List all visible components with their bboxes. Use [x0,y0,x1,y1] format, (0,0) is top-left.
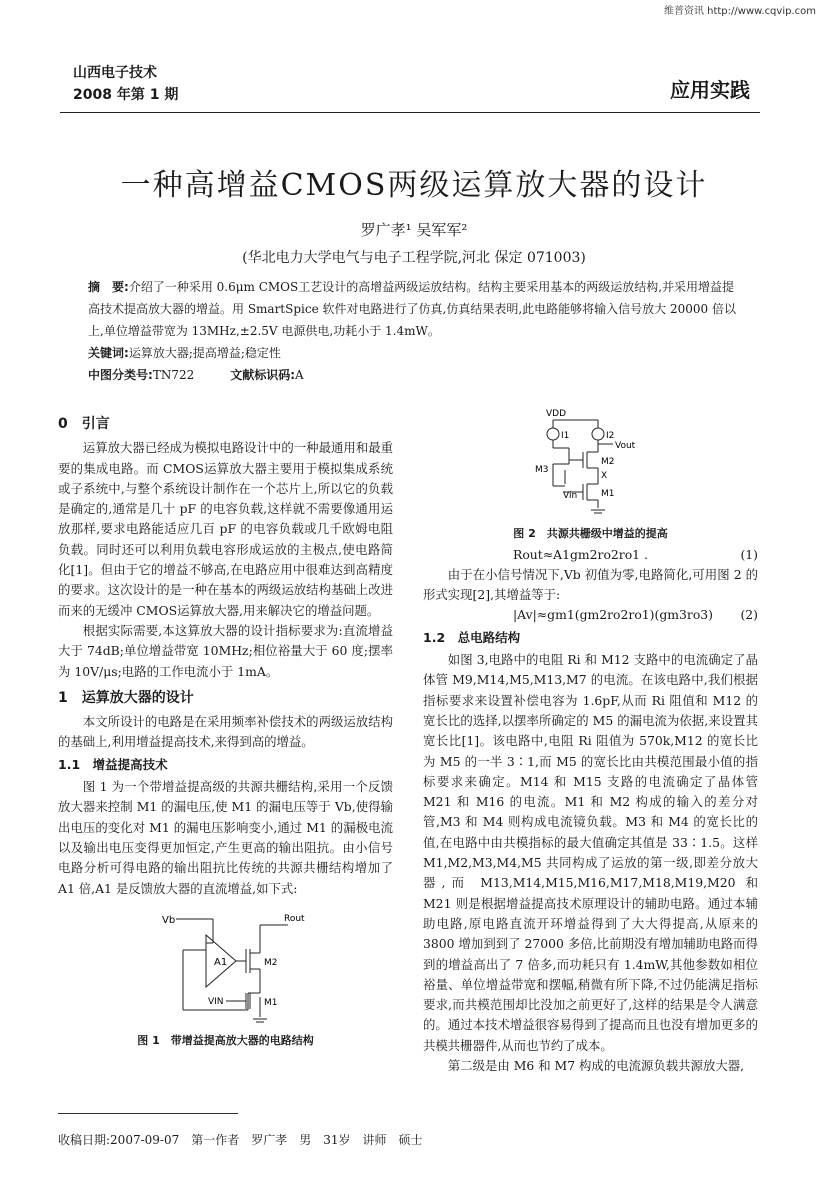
fig2-x-label: X [601,471,608,481]
right-paragraph-3: 第二级是由 M6 和 M7 构成的电流源负载共源放大器, [447,1058,745,1074]
fig2-m2-label: M2 [601,457,615,467]
section-1-paragraph-1: 本文所设计的电路是在采用频率补偿技术的两级运放结构的基础上,利用增益提高技术,来得到高的增益。 [58,714,393,750]
equation-2-body: |Av|≈gm1(gm2ro2ro1)(gm3ro3) [513,607,714,623]
paper-authors: 罗广孝¹ 吴军军² [360,221,468,239]
journal-issue: 2008 年第 1 期 [73,87,179,103]
equation-1-number: (1) [740,546,758,562]
abstract-text: 介绍了一种采用 0.6μm CMOS工艺设计的高增益两级运放结构。结构主要采用基本的两级运放结构,并采用增益提高技术提高放大器的增益。用 SmartSpice 软件对电路进行了仿真,仿真结果表明,此电路能够将输入信号放大 20000 倍以上,单位增益带宽为 13MHz,±2.5V 电源供电,功耗小于 1.4mW。 [88,280,736,338]
section-tag: 应用实践 [670,78,750,102]
left-column [58,408,393,1051]
equation-2 [423,605,758,625]
journal-name: 山西电子技术 [73,65,157,81]
fig1-m1-label: M1 [264,997,278,1008]
fig1-vin-label: VIN [208,996,224,1007]
fig2-vout-label: Vout [615,441,636,451]
keywords-text: 运算放大器;提高增益;稳定性 [128,346,281,360]
fig2-m3-label: M3 [535,465,549,475]
abstract-block [88,276,738,386]
figure-2-caption: 图 2 共源共栅级中增益的提高 [513,527,668,541]
section-0-paragraph-2: 根据实际需要,本这算放大器的设计指标要求为:直流增益大于 74dB;单位增益带宽 10MHz;相位裕量大于 60 度;摆率为 10V/μs;电路的工作电流小于 1mA。 [58,622,393,679]
section-0-heading: 0 引言 [58,416,110,432]
fig1-a1-label: A1 [214,956,228,968]
equation-1-body: Rout≈A1gm2ro2ro1 . [513,546,648,562]
equation-1 [423,545,758,565]
figure-1-caption: 图 1 带增益提高放大器的电路结构 [137,1034,314,1048]
keywords [88,342,738,364]
classification [88,364,738,386]
fig2-m1-label: M1 [601,489,615,499]
fig2-i2-label: I2 [606,431,615,441]
fig1-vb-label: Vb [162,914,176,926]
figure-2-diagram [423,408,758,518]
section-1-1-heading: 1.1 增益提高技术 [58,756,168,772]
figure-1 [58,905,393,1052]
paper-affiliation: (华北电力大学电气与电子工程学院,河北 保定 071003) [242,250,586,266]
equation-2-number: (2) [740,607,758,623]
class-value: TN722 [152,368,195,382]
header-rule [60,112,760,113]
figure-2 [423,408,758,545]
keywords-label: 关键词: [88,346,129,360]
right-column [423,408,758,1076]
footnote-rule [58,1113,238,1114]
right-paragraph-2: 如图 3,电路中的电阻 Ri 和 M12 支路中的电流确定了晶体管 M9,M14,M5,M13,M7 的电流。在该电路中,我们根据指标要求来设置补偿电容为 1.6pF,从而 Ri 阻值和 M12 的宽长比的选择,以摆率所确定的 M5 的漏电流为依据,来设置其宽长比[1]。该电路中,电阻 Ri 阻值为 570k,M12 的宽长比为 M5 的一半 3∶1,而 M5 的宽长比由共模范围最小值的指标要求来确定。M14 和 M15 支路的电流确定了晶体管 M21 和 M16 的电流。M1 和 M2 构成的输入的差分对管,M3 和 M4 则构成电流镜负载。M3 和 M4 的宽长比的值,在电路中由共模指标的最大值确定其值是 33∶1.5。这样 M1,M2,M3,M4,M5 共同构成了运放的第一级,即差分放大器,而 M13,M14,M15,M16,M17,M18,M19,M20 和 M21 则是根据增益提高技术原理设计的辅助电路。通过本辅助电路,原电路直流开环增益得到了大大得提高,从原来的 3800 增加到到了 27000 多倍,比前期没有增加辅助电路而得到的增益高出了 7 倍多,而功耗只有 1.4mW,其他参数如相位裕量、单位增益带宽和摆幅,稍微有所下降,不过仍能满足指标要求,而共模范围却比没加之前更好了,这样的结果是令人满意的。通过本技术增益很容易得到了提高而且也没有增加更多的共模共栅器件,从而也节约了成本。 [423,652,758,1053]
paper-title: 一种高增益CMOS两级运算放大器的设计 [120,168,708,203]
figure-1-diagram [58,905,393,1025]
right-paragraph-1: 由于在小信号情况下,Vb 初值为零,电路简化,可用图 2 的形式实现[2],其增益等于: [423,566,758,603]
fig2-vin-label: Vin [563,491,578,501]
abstract-label: 摘 要: [88,280,129,294]
section-0-paragraph-1: 运算放大器已经成为模拟电路设计中的一种最通用和最重要的集成电路。而 CMOS运算放大器主要用于模拟集成系统或子系统中,与整个系统设计制作在一个芯片上,所以它的负载是确定的,通常是几十 pF 的电容负载,这样就不需要像通用运放那样,要求电路能适应几百 pF 的电容负载或几千欧姆电阻负载。同时还可以利用负载电容形成运放的主极点,使电路简化[1]。但由于它的增益不够高,在电路应用中很难达到高精度的要求。这次设计的是一种在基本的两级运放结构基础上改进而来的无缓冲 CMOS运算放大器,用来解决它的增益问题。 [58,440,393,618]
section-1-2-heading: 1.2 总电路结构 [423,629,521,645]
footnote: 收稿日期:2007-09-07 第一作者 罗广孝 男 31岁 讲师 硕士 [58,1133,423,1147]
section-1-heading: 1 运算放大器的设计 [58,689,194,706]
doc-label: 文献标识码: [230,368,296,382]
fig1-m2-label: M2 [264,957,278,968]
journal-header [73,62,178,106]
fig2-i1-label: I1 [561,431,570,441]
fig2-vdd-label: VDD [546,409,567,419]
watermark: 维普资讯 http://www.cqvip.com [663,6,816,17]
class-label: 中图分类号: [88,368,153,382]
section-1-1-paragraph-1: 图 1 为一个带增益提高级的共源共栅结构,采用一个反馈放大器来控制 M1 的漏电压,使 M1 的漏电压等于 Vb,使得输出电压的变化对 M1 的漏电压影响变小,通过 M1 的漏极电流以及输出电压变得更加恒定,产生更高的输出阻抗。由小信号电路分析可得电路的输出阻抗比传统的共源共栅结构增加了 A1 倍,A1 是反馈放大器的直流增益,如下式: [58,779,393,896]
doc-value: A [295,368,304,382]
fig1-rout-label: Rout [284,913,305,924]
abstract [88,276,738,342]
